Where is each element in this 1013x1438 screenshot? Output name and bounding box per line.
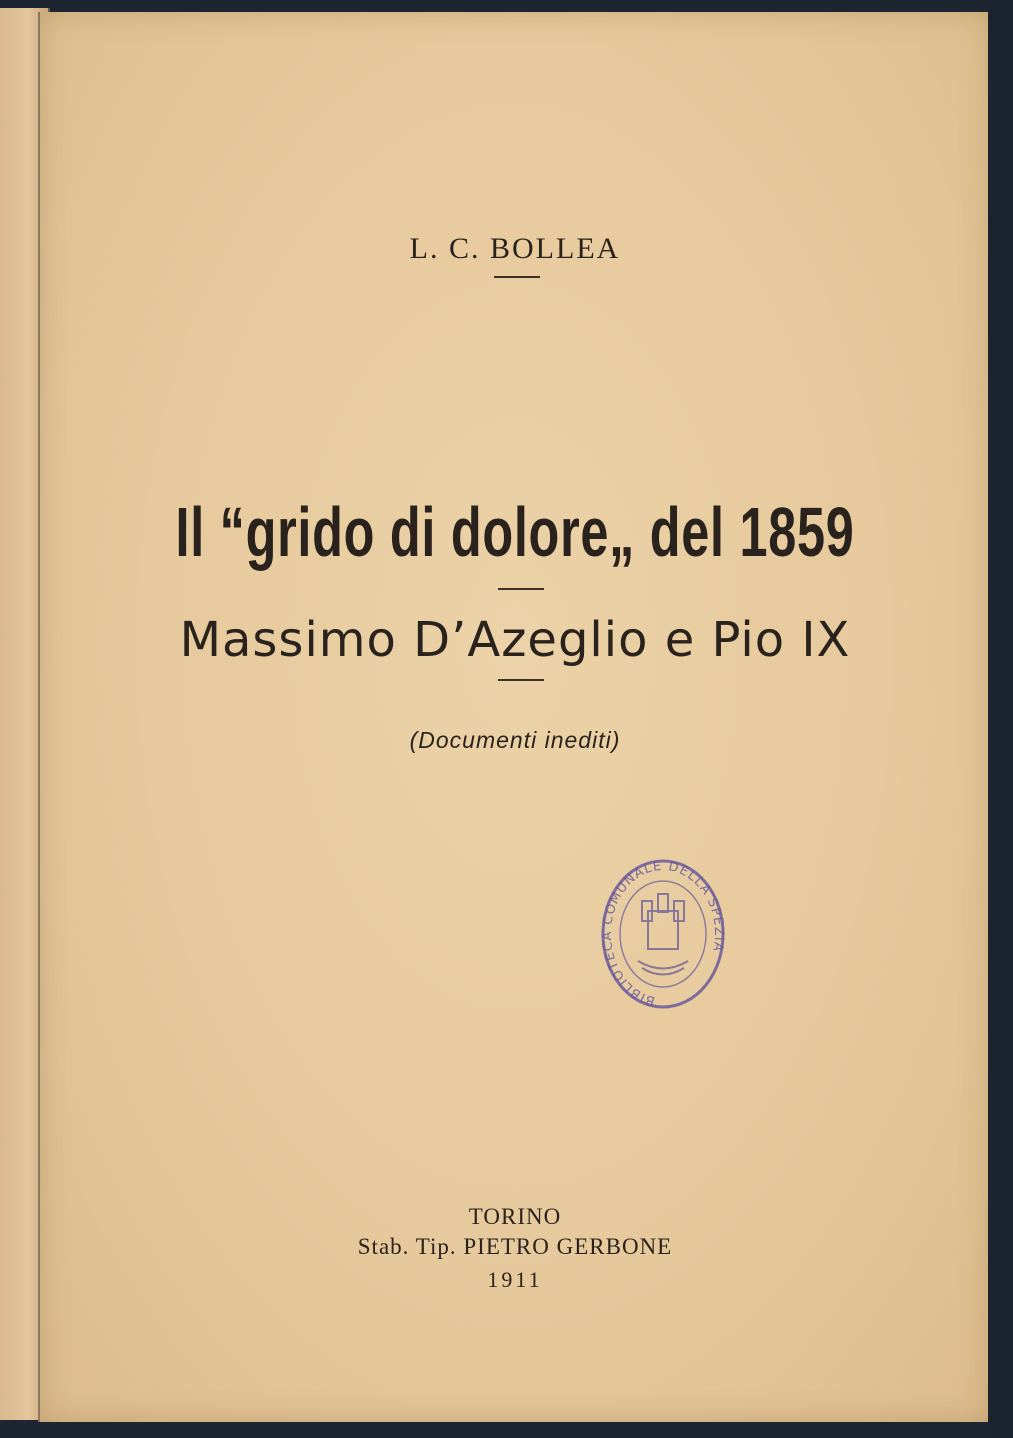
subtitle: Massimo D’Azeglio e Pio IX	[179, 612, 851, 668]
stamp-text: BIBLIOTECA COMUNALE DELLA SPEZIA	[599, 858, 727, 1009]
author-divider	[494, 276, 540, 278]
author-name: L. C. BOLLEA	[409, 232, 621, 265]
title-divider	[498, 588, 544, 590]
title-page	[38, 12, 990, 1422]
publication-city: TORINO	[468, 1204, 562, 1229]
page-title: Il “grido di dolore„ del 1859	[175, 493, 855, 571]
subtitle-divider	[498, 679, 544, 681]
publication-year: 1911	[487, 1267, 543, 1292]
castle-icon	[638, 894, 688, 975]
library-stamp	[598, 856, 728, 1011]
printer-name: Stab. Tip. PIETRO GERBONE	[357, 1234, 673, 1259]
note-text: (Documenti inediti)	[409, 727, 621, 753]
right-edge	[988, 0, 1013, 1438]
